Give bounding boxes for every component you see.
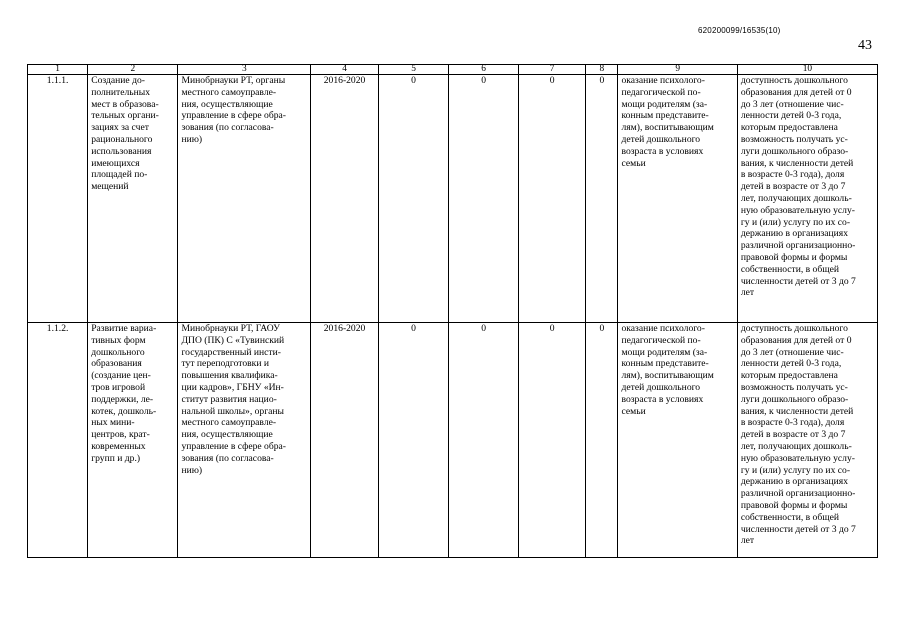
column-number: 5 (378, 65, 449, 75)
row-number: 1.1.2. (28, 323, 88, 558)
program-measures-table (27, 64, 878, 558)
column-number: 2 (88, 65, 178, 75)
document-code: 620200099/16535(10) (698, 26, 781, 35)
executors: Минобрнауки РТ, органы местного самоуправле- ния, осуществляющие управление в сфере обра- зования (по согласова- нию) (178, 75, 311, 323)
column-number-row (28, 65, 878, 75)
value-cell: 0 (518, 323, 585, 558)
table-row (28, 323, 878, 558)
column-number: 6 (449, 65, 519, 75)
period: 2016-2020 (311, 75, 378, 323)
executors: Минобрнауки РТ, ГАОУ ДПО (ПК) С «Тувинский государственный инсти- тут переподготовки и повышения квалифика- ции кадров», ГБНУ «Ин- ститут развития нацио- нальной школы», органы местного самоуправле- ния, осуществляющие управление в сфере обра- зования (по согласова- нию) (178, 323, 311, 558)
value-cell: 0 (449, 75, 519, 323)
column-number: 8 (586, 65, 618, 75)
measure-name: Развитие вариа- тивных форм дошкольного образования (создание цен- тров игровой поддержки, ле- котек, дошколь- ных мини- центров, крат- ковременных групп и др.) (88, 323, 178, 558)
expected-result: оказание психолого- педагогической по- мощи родителям (за- конным представите- лям), воспитывающим детей дошкольного возраста в условиях семьи (618, 323, 737, 558)
value-cell: 0 (378, 323, 449, 558)
value-cell: 0 (378, 75, 449, 323)
column-number: 9 (618, 65, 737, 75)
value-cell: 0 (586, 323, 618, 558)
table-row (28, 75, 878, 323)
indicator: доступность дошкольного образования для детей от 0 до 3 лет (отношение чис- ленности детей 0-3 года, которым предоставлена возможность получать ус- луги дошкольного образо- вания, к численности детей в возрасте 0-3 года), доля детей в возрасте от 3 до 7 лет, получающих дошколь- ную образовательную услу- гу и (или) услугу по их со- держанию в организациях различной организационно- правовой формы и формы собственности, в общей численности детей от 3 до 7 лет (737, 323, 877, 558)
period: 2016-2020 (311, 323, 378, 558)
expected-result: оказание психолого- педагогической по- мощи родителям (за- конным представите- лям), воспитывающим детей дошкольного возраста в условиях семьи (618, 75, 737, 323)
column-number: 7 (518, 65, 585, 75)
measure-name: Создание до- полнительных мест в образова- тельных органи- зациях за счет рационального использования имеющихся площадей по- мещений (88, 75, 178, 323)
page-number: 43 (858, 38, 872, 53)
value-cell: 0 (586, 75, 618, 323)
column-number: 1 (28, 65, 88, 75)
column-number: 3 (178, 65, 311, 75)
value-cell: 0 (449, 323, 519, 558)
column-number: 4 (311, 65, 378, 75)
value-cell: 0 (518, 75, 585, 323)
row-number: 1.1.1. (28, 75, 88, 323)
column-number: 10 (737, 65, 877, 75)
indicator: доступность дошкольного образования для детей от 0 до 3 лет (отношение чис- ленности детей 0-3 года, которым предоставлена возможность получать ус- луги дошкольного образо- вания, к численности детей в возрасте 0-3 года), доля детей в возрасте от 3 до 7 лет, получающих дошколь- ную образовательную услу- гу и (или) услугу по их со- держанию в организациях различной организационно- правовой формы и формы собственности, в общей численности детей от 3 до 7 лет (737, 75, 877, 323)
